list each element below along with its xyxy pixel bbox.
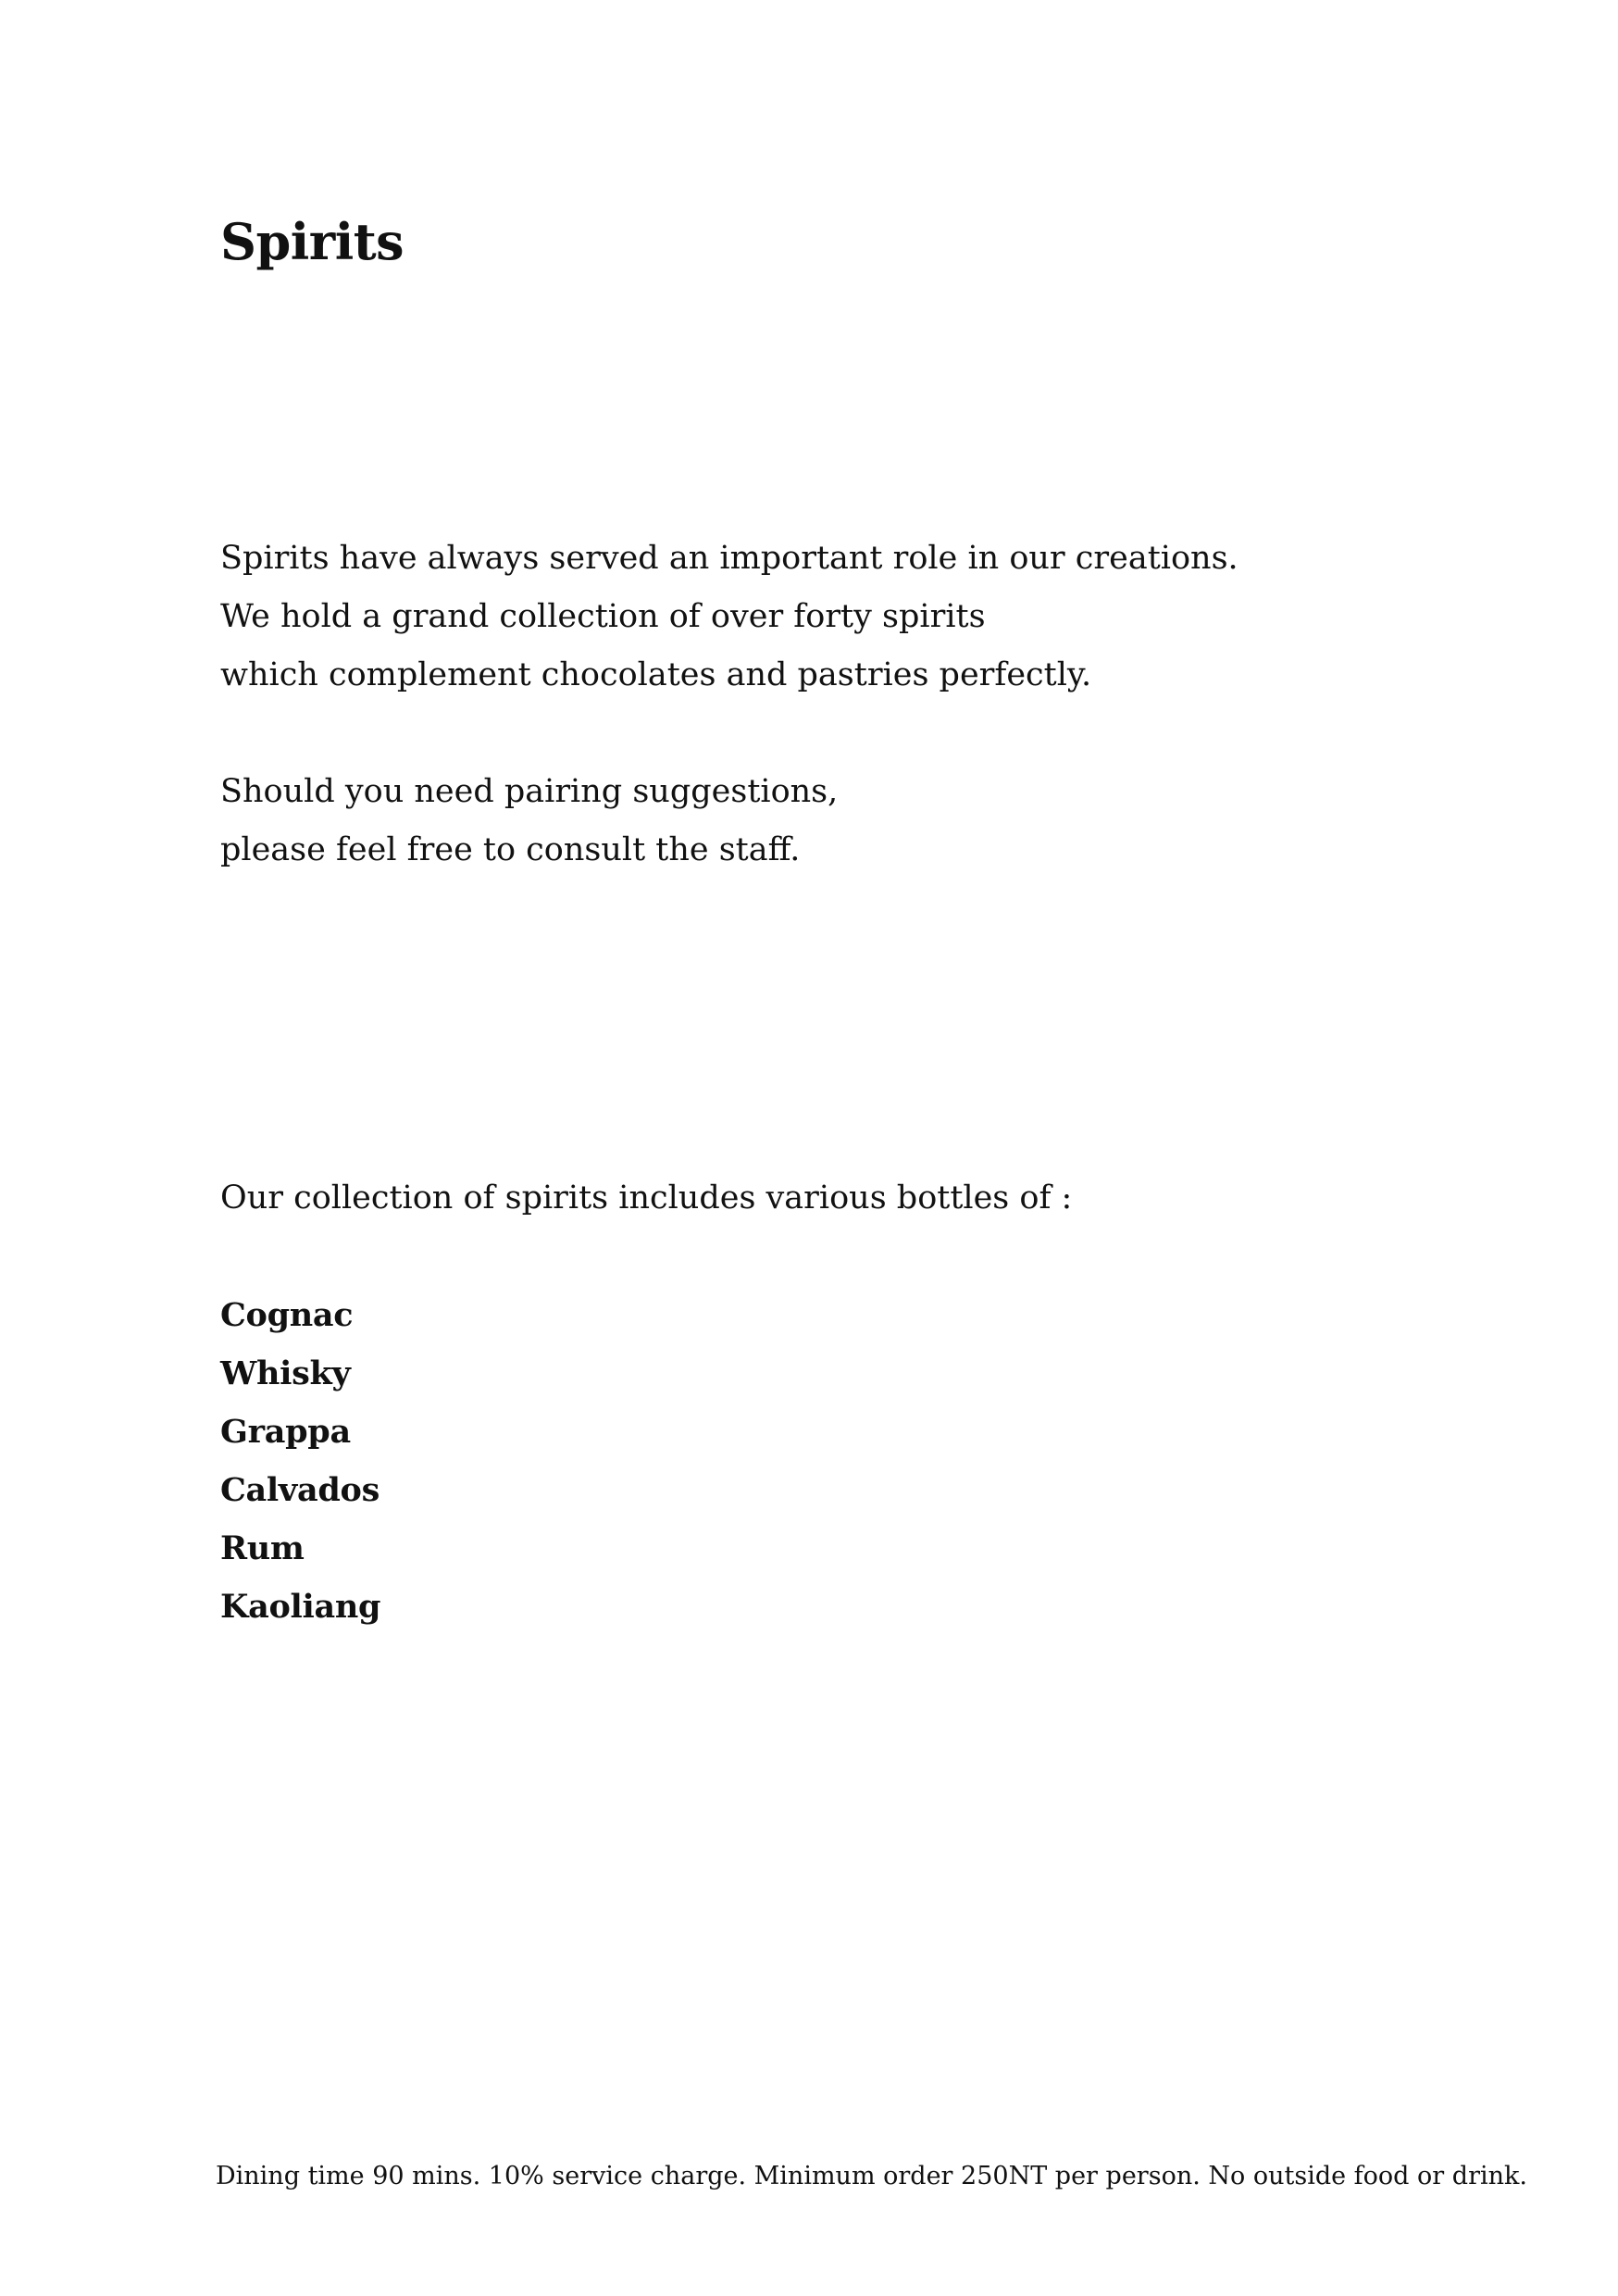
spirit-item-whisky: Whisky [220, 1354, 351, 1392]
intro-line: Spirits have always served an important role in our creations. [220, 540, 1238, 577]
spirit-item-calvados: Calvados [220, 1471, 380, 1509]
intro-line: which complement chocolates and pastries perfectly. [220, 656, 1092, 693]
pairing-line: please feel free to consult the staff. [220, 831, 801, 868]
intro-section [220, 530, 1424, 880]
collection-section [220, 1169, 1424, 1636]
spirit-item-rum: Rum [220, 1529, 305, 1567]
intro-line: We hold a grand collection of over forty spirits [220, 598, 986, 635]
page-title: Spirits [220, 212, 404, 271]
spirits-list [220, 1286, 1424, 1636]
spirit-item-kaoliang: Kaoliang [220, 1588, 381, 1626]
footer-note: Dining time 90 mins. 10% service charge. Minimum order 250NT per person. No outside food or drink. [216, 2162, 1527, 2190]
spirit-item-cognac: Cognac [220, 1296, 354, 1334]
collection-intro: Our collection of spirits includes various bottles of : [220, 1179, 1073, 1217]
spirit-item-grappa: Grappa [220, 1413, 351, 1451]
pairing-line: Should you need pairing suggestions, [220, 773, 839, 810]
